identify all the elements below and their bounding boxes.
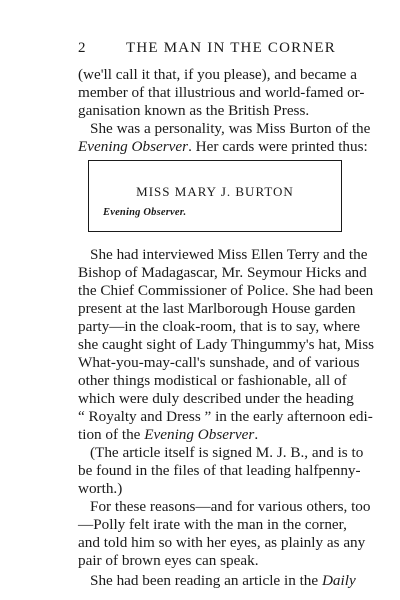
text-line: [78, 84, 365, 102]
text-span: (The article itself is signed M. J. B., and is to: [90, 444, 364, 461]
italic-span: Evening Observer: [144, 426, 255, 443]
text-line: [78, 336, 375, 354]
text-span: other things modistical or fashionable, all of: [78, 372, 347, 389]
text-line: [78, 102, 344, 120]
text-span: she caught sight of Lady Thingummy's hat, Miss: [78, 336, 375, 353]
text-line: [90, 246, 368, 264]
text-line: [90, 572, 356, 590]
text-line: [78, 66, 357, 84]
text-span: She was a personality, was Miss Burton of the: [90, 120, 371, 137]
text-span: . Her cards were printed thus:: [188, 138, 368, 155]
text-span: present at the last Marlborough House garden: [78, 300, 356, 317]
text-span: Bishop of Madagascar, Mr. Seymour Hicks and: [78, 264, 367, 281]
text-line: [78, 138, 368, 156]
text-line: [78, 354, 360, 372]
text-span: For these reasons—and for various others, too: [90, 498, 371, 515]
text-line: [78, 390, 354, 408]
text-span: She had been reading an article in the: [90, 572, 322, 589]
text-line: [78, 480, 344, 498]
text-span: the Chief Commissioner of Police. She had been: [78, 282, 374, 299]
text-line: [78, 516, 347, 534]
text-line: [90, 498, 371, 516]
text-span: .: [254, 426, 259, 443]
text-span: member of that illustrious and world-famed or-: [78, 84, 365, 101]
text-line: [78, 408, 373, 426]
text-line: [90, 444, 364, 462]
text-span: (we'll call it that, if you please), and became a: [78, 66, 357, 83]
italic-span: Evening Observer: [78, 138, 189, 155]
card-newspaper: Evening Observer.: [103, 207, 187, 218]
text-span: worth.): [78, 480, 123, 497]
text-line: [90, 120, 371, 138]
text-line: [78, 552, 344, 570]
text-line: [78, 264, 367, 282]
running-head: THE MAN IN THE CORNER: [126, 40, 336, 56]
business-card: [88, 160, 342, 232]
text-span: which were duly described under the heading: [78, 390, 354, 407]
page-number: 2: [78, 40, 87, 56]
text-span: party—in the cloak-room, that is to say, where: [78, 318, 361, 335]
text-line: [78, 534, 366, 552]
text-line: [78, 282, 374, 300]
page-header: [78, 40, 344, 58]
text-line: [78, 462, 361, 480]
text-span: “ Royalty and Dress ” in the early afternoon edi-: [78, 408, 373, 425]
text-span: What-you-may-call's sunshade, and of various: [78, 354, 360, 371]
text-span: be found in the files of that leading halfpenny-: [78, 462, 361, 479]
card-name: MISS MARY J. BURTON: [136, 184, 294, 199]
text-span: tion of the: [78, 426, 145, 443]
text-span: and told him so with her eyes, as plainly as any: [78, 534, 366, 551]
text-line: [78, 318, 361, 336]
text-span: —Polly felt irate with the man in the corner,: [78, 516, 347, 533]
text-span: ganisation known as the British Press.: [78, 102, 310, 119]
text-line: [78, 372, 347, 390]
text-span: She had interviewed Miss Ellen Terry and the: [90, 246, 368, 263]
text-line: [78, 426, 344, 444]
italic-span: Daily: [321, 572, 356, 589]
text-line: [78, 300, 356, 318]
text-span: pair of brown eyes can speak.: [78, 552, 259, 569]
